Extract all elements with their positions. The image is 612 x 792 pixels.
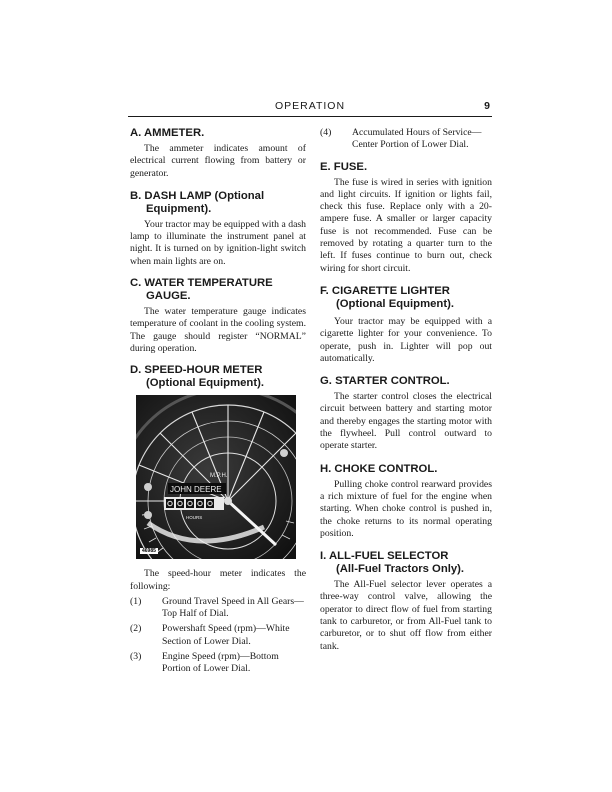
section-body-ammeter: The ammeter indicates amount of electrical current flowing from battery or generator.: [130, 143, 306, 179]
section-title-ammeter: A. AMMETER.: [130, 127, 205, 139]
section-title-speed-hour-meter: [130, 364, 306, 390]
section-title-dash-lamp-line1: B. DASH LAMP (Optional: [130, 189, 265, 202]
section-title-water-temperature-line2: GAUGE.: [146, 290, 191, 303]
section-title-speed-hour-line2: (Optional Equipment).: [146, 377, 264, 390]
speed-hour-meter-dial-graphic: [136, 395, 296, 559]
dial-brand-label: JOHN DEERE: [170, 485, 222, 495]
list-item-number: (2): [130, 623, 142, 635]
section-title-lighter-line1: F. CIGARETTE LIGHTER: [320, 284, 450, 297]
section-title-dash-lamp-line2: Equipment).: [146, 202, 212, 215]
dial-hours-label: HOURS: [186, 515, 203, 521]
running-header-title: OPERATION: [274, 100, 346, 112]
section-body-starter-control: The starter control closes the electrical circuit between battery and starting motor and thereby engages the starting motor with the flywheel. Pull control outward to operate starter.: [320, 391, 492, 452]
section-title-fuse: E. FUSE.: [320, 160, 368, 173]
list-item-text: Powershaft Speed (rpm)—White Section of Lower Dial.: [162, 623, 290, 647]
page-header: [128, 100, 492, 117]
section-title-cigarette-lighter: [320, 285, 492, 311]
figure-code-label: 46985: [142, 548, 156, 555]
page-number: 9: [484, 100, 490, 112]
section-title-dash-lamp: [130, 190, 306, 216]
section-title-starter-control: G. STARTER CONTROL.: [320, 375, 450, 388]
section-body-fuse: The fuse is wired in series with ignition and light circuits. If ignition or lights fail, check this fuse. Replace only with a 20-ampere fuse. A smaller or larger capacity fuse is not recommended. Fuse can be removed by rotating a quarter turn to the left. If fuses continue to burn out, check wiring for short circuit.: [320, 176, 492, 274]
list-item: [130, 623, 306, 648]
list-item-text: Accumulated Hours of Service—Center Portion of Lower Dial.: [352, 127, 482, 151]
section-title-water-temperature-line1: C. WATER TEMPERATURE: [130, 277, 273, 290]
section-title-choke-control: H. CHOKE CONTROL.: [320, 462, 438, 475]
dial-mph-label: M.P.H.: [210, 473, 228, 480]
section-title-all-fuel-line1: I. ALL-FUEL SELECTOR: [320, 550, 449, 563]
list-item-number: (3): [130, 651, 142, 663]
list-item-number: (1): [130, 595, 142, 607]
section-title-all-fuel-line2: (All-Fuel Tractors Only).: [336, 563, 465, 576]
section-body-dash-lamp: Your tractor may be equipped with a dash lamp to illuminate the instrument panel at night. It is turned on by ignition-light switch when main lights are on.: [130, 218, 306, 267]
section-body-choke-control: Pulling choke control rearward provides a rich mixture of fuel for the engine when starting. When choke control is pushed in, the choke returns to its normal operating position.: [320, 478, 492, 539]
section-body-cigarette-lighter: Your tractor may be equipped with a cigarette lighter for your convenience. To operate, push in. Lighter will pop out automatically.: [320, 315, 492, 364]
list-item: [130, 651, 306, 676]
section-body-all-fuel-selector: The All-Fuel selector lever operates a three-way control valve, allowing the operator to direct flow of fuel from starting tank to carburetor, or from All-Fuel tank to carburetor, or to shut off flow from either tank.: [320, 579, 492, 652]
section-title-speed-hour-line1: D. SPEED-HOUR METER: [130, 364, 263, 377]
speed-hour-meter-photo: [136, 395, 296, 559]
list-item: [320, 127, 492, 152]
list-item-text: Ground Travel Speed in All Gears—Top Half of Dial.: [162, 595, 304, 620]
left-column: [130, 120, 306, 676]
right-column: [320, 120, 492, 653]
list-item-number: (4): [320, 127, 332, 138]
section-title-all-fuel-selector: [320, 550, 492, 576]
speed-hour-intro: The speed-hour meter indicates the following:: [130, 568, 306, 592]
list-item: [130, 596, 306, 621]
section-body-water-temperature: The water temperature gauge indicates temperature of coolant in the cooling system. The gauge should register “NORMAL” during operation.: [130, 306, 306, 354]
list-item-text: Engine Speed (rpm)—Bottom Portion of Lower Dial.: [162, 651, 279, 675]
section-title-lighter-line2: (Optional Equipment).: [336, 297, 454, 310]
section-title-water-temperature: [130, 277, 306, 303]
